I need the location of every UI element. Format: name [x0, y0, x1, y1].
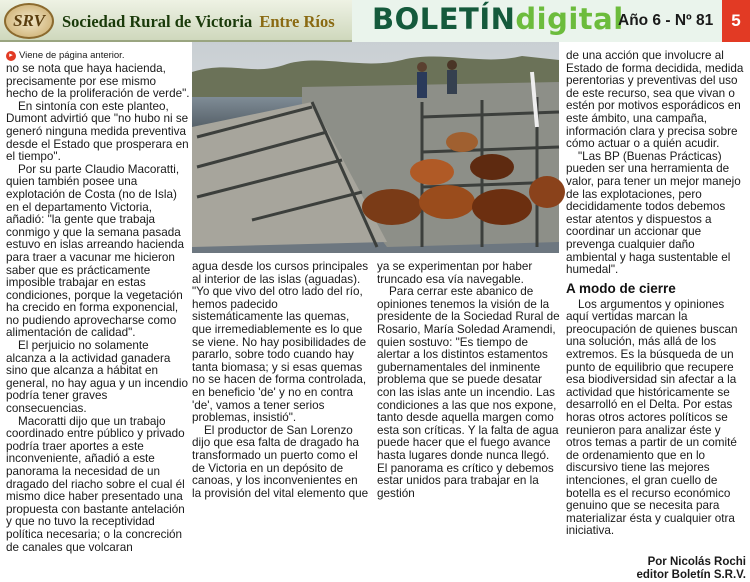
paragraph: En sintonía con este planteo, Dumont advirtió que "no hubo ni se generó ninguna medida preventiva desde el Estado que prosperara en el tiempo". — [6, 99, 189, 164]
paragraph: agua desde los cursos principales al interior de las islas (aguadas). "Yo que vivo del otro lado del río, hemos padecido sistemáticamente las quemas, que irremediablemente es lo que se viene. No hay posibilidades de pararlo, sobre todo cuando hay tanta biomasa; y si esas quemas no se hacen de forma controlada, en beneficio 'de' y no en contra 'de', vamos a tener serios problemas, insistió". — [192, 260, 369, 425]
paragraph: El productor de San Lorenzo dijo que esa falta de dragado ha transformado un puerto como el de Victoria en un depósito de canoas, y los inconvenientes en la provisión del vital elemento que — [192, 423, 369, 500]
srv-logo — [4, 3, 54, 39]
column-4 — [566, 49, 746, 581]
org-title — [62, 12, 335, 32]
continued-note — [6, 50, 190, 62]
issue-number: Año 6 - Nº 81 — [618, 12, 714, 29]
page-number: 5 — [722, 0, 750, 42]
logo-text: SRV — [13, 11, 45, 30]
org-name: Sociedad Rural de Victoria — [62, 12, 253, 31]
masthead-right — [352, 0, 750, 42]
masthead-left — [0, 0, 352, 42]
boletin-word: BOLETÍN — [372, 2, 516, 36]
column-2 — [192, 260, 370, 500]
paragraph: Macoratti dijo que un trabajo coordinado entre público y privado podría traer aportes a este inconveniente, añadió a este panorama la necesidad de un dragado del riacho sobre el cual él mismo dice haber presentado una propuesta con bastante antelación y que no tuvo la receptividad política necesaria; o la concreción de canales que volcaran — [6, 414, 185, 554]
cattle-boat-photo — [192, 42, 559, 253]
paragraph: ya se experimentan por haber truncado esa vía navegable. — [377, 260, 533, 286]
continued-label: Viene de página anterior. — [19, 50, 125, 61]
boletin-title — [372, 2, 624, 36]
paragraph: Los argumentos y opiniones aquí vertidas marcan la preocupación de quienes buscan una solución, más allá de los extremos. Es la búsqueda de un punto de equilibrio que recupere esa biodiversidad sin afectar a la actividad que históricamente se desarrolló en el Delta. Por estas horas otros actores políticos se reunieron para analizar éste y otros temas a partir de un comité de ordenamiento que en lo discursivo tiene las mejores intenciones, el gran cuello de botella es el recurso económico genuino que se necesita para materializar ésta y cualquier otra iniciativa. — [566, 297, 738, 538]
byline-role: editor Boletín S.R.V. — [636, 568, 746, 581]
column-3 — [377, 260, 560, 500]
byline-author: Por Nicolás Rochi — [647, 555, 746, 568]
paragraph: de una acción que involucre al Estado de forma decidida, medida perentorias y preventivas del uso de este recurso, sea que vivan o estén por motivos esporádicos en este ámbito, una campaña, información clara y precisa sobre cómo actuar o a quién acudir. — [566, 49, 744, 151]
org-region: Entre Ríos — [259, 12, 335, 31]
paragraph: El perjuicio no solamente alcanza a la actividad ganadera sino que alcanza a hábitat en general, no hay agua y un incendio podría tener graves consecuencias. — [6, 339, 188, 416]
photo-illustration — [192, 42, 559, 253]
paragraph: Para cerrar este abanico de opiniones tenemos la visión de la presidente de la Sociedad Rural de Rosario, María Soledad Aramendi, quien sostuvo: "Es tiempo de alertar a los distintos estamentos gubernamentales del inminente problema que se puede desatar con las islas ante un incendio. Las condiciones a las que nos expone, tanto desde aquella margen como esta son críticas. Y la falta de agua puede hacer que el fuego avance hasta lugares donde nunca llegó. El panorama es crítico y debemos estar unidos para trabajar en la gestión — [377, 285, 560, 500]
digital-word: digital — [515, 2, 624, 36]
paragraph: Por su parte Claudio Macoratti, quien también posee una explotación de Costa (no de Isla) en el departamento Victoria, añadió: "la gente que trabaja conmigo y que la semana pasada estuvo en islas arreando hacienda para traer a vacunar me hicieron saber que es prácticamente imposible trabajar en estas condiciones, porque la vegetación ha crecido en forma exponencial, no pudiendo aprovecharse como alimentación de calidad". — [6, 162, 185, 340]
arrow-right-icon: ▸ — [6, 51, 16, 61]
page-header — [0, 0, 750, 42]
paragraph: no se nota que haya hacienda, precisamente por ese mismo hecho de la proliferación de verde". — [6, 62, 190, 101]
byline — [566, 556, 746, 582]
column-1 — [6, 50, 190, 554]
paragraph: "Las BP (Buenas Prácticas) pueden ser una herramienta de valor, para tener un mejor manejo de las explotaciones, pero decididamente todos debemos estar atentos y dispuestos a coordinar un accionar que prevenga cualquier daño ambiental y haga sustentable el humedal". — [566, 149, 741, 277]
section-heading: A modo de cierre — [566, 280, 676, 296]
